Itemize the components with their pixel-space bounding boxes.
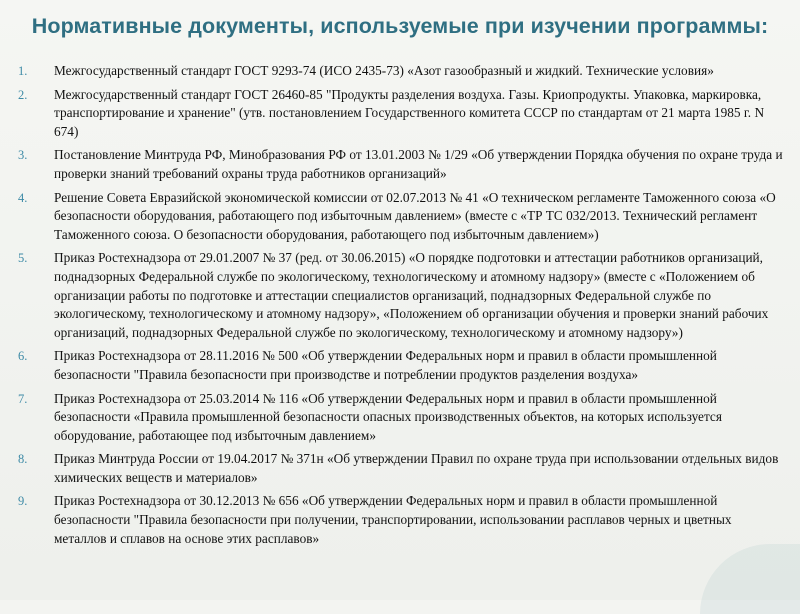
item-number: 4.: [18, 190, 28, 205]
list-item: [18, 390, 784, 446]
item-number: 8.: [18, 452, 28, 467]
list-item: [18, 492, 784, 548]
item-text: Приказ Ростехнадзора от 25.03.2014 № 116 «Об утверждении Федеральных норм и правил в области промышленной безопасности «Правила промышленной безопасности опасных производственных объектов, на которых используется оборудование, работающее под избыточным давлением»: [54, 390, 722, 443]
item-text: Решение Совета Евразийской экономической комиссии от 02.07.2013 № 41 «О техническом регламенте Таможенного союза «О безопасности оборудования, работающего под избыточным давлением» (вместе с «ТР ТС 032/2013. Технический регламент Таможенного союза. О безопасности оборудования, работающего под избыточным давлением»): [54, 189, 776, 242]
item-text: Приказ Ростехнадзора от 30.12.2013 № 656 «Об утверждении Федеральных норм и правил в области промышленной безопасности "Правила безопасности при получении, транспортировании, использовании расплавов черных и цветных металлов и сплавов на основе этих расплавов»: [54, 493, 732, 546]
item-number: 5.: [18, 251, 28, 266]
slide-title: Нормативные документы, используемые при изучении программы:: [31, 14, 769, 38]
item-number: 3.: [18, 148, 28, 163]
item-number: 7.: [18, 391, 28, 406]
list-item: [18, 249, 784, 342]
item-number: 6.: [18, 349, 28, 364]
list-item: [18, 146, 784, 183]
item-number: 9.: [18, 494, 28, 509]
item-text: Приказ Ростехнадзора от 29.01.2007 № 37 (ред. от 30.06.2015) «О порядке подготовки и аттестации работников организаций, поднадзорных Федеральной службе по экологическому, технологическому и атомному надзору» (вместе с «Положением об организации работы по подготовке и аттестации специалистов организаций, поднадзорных Федеральной службе по экологическому, технологическому и атомному надзору», «Положением об организации обучения и проверки знаний рабочих организаций, поднадзорных Федеральной службе по экологическому, технологическому и атомному надзору»): [54, 250, 769, 340]
item-text: Приказ Ростехнадзора от 28.11.2016 № 500 «Об утверждении Федеральных норм и правил в области промышленной безопасности "Правила безопасности при производстве и потреблении продуктов разделения воздуха»: [54, 348, 717, 382]
list-item: [18, 86, 784, 142]
item-text: Межгосударственный стандарт ГОСТ 9293-74 (ИСО 2435-73) «Азот газообразный и жидкий. Технические условия»: [54, 63, 714, 78]
item-text: Постановление Минтруда РФ, Минобразования РФ от 13.01.2003 № 1/29 «Об утверждении Порядка обучения по охране труда и проверки знаний требований охраны труда работников организаций»: [54, 147, 783, 181]
item-text: Межгосударственный стандарт ГОСТ 26460-85 "Продукты разделения воздуха. Газы. Криопродукты. Упаковка, маркировка, транспортирование и хранение" (утв. постановлением Государственного комитета СССР по стандартам от 21 марта 1985 г. N 674): [54, 86, 765, 139]
item-number: 2.: [18, 87, 28, 102]
item-number: 1.: [18, 64, 28, 78]
list-item: [18, 189, 784, 245]
document-list: [18, 62, 784, 553]
list-item: [18, 347, 784, 384]
item-text: Приказ Минтруда России от 19.04.2017 № 371н «Об утверждении Правил по охране труда при использовании отдельных видов химических веществ и материалов»: [54, 451, 779, 485]
list-item: [18, 450, 784, 487]
list-item: [18, 62, 784, 81]
